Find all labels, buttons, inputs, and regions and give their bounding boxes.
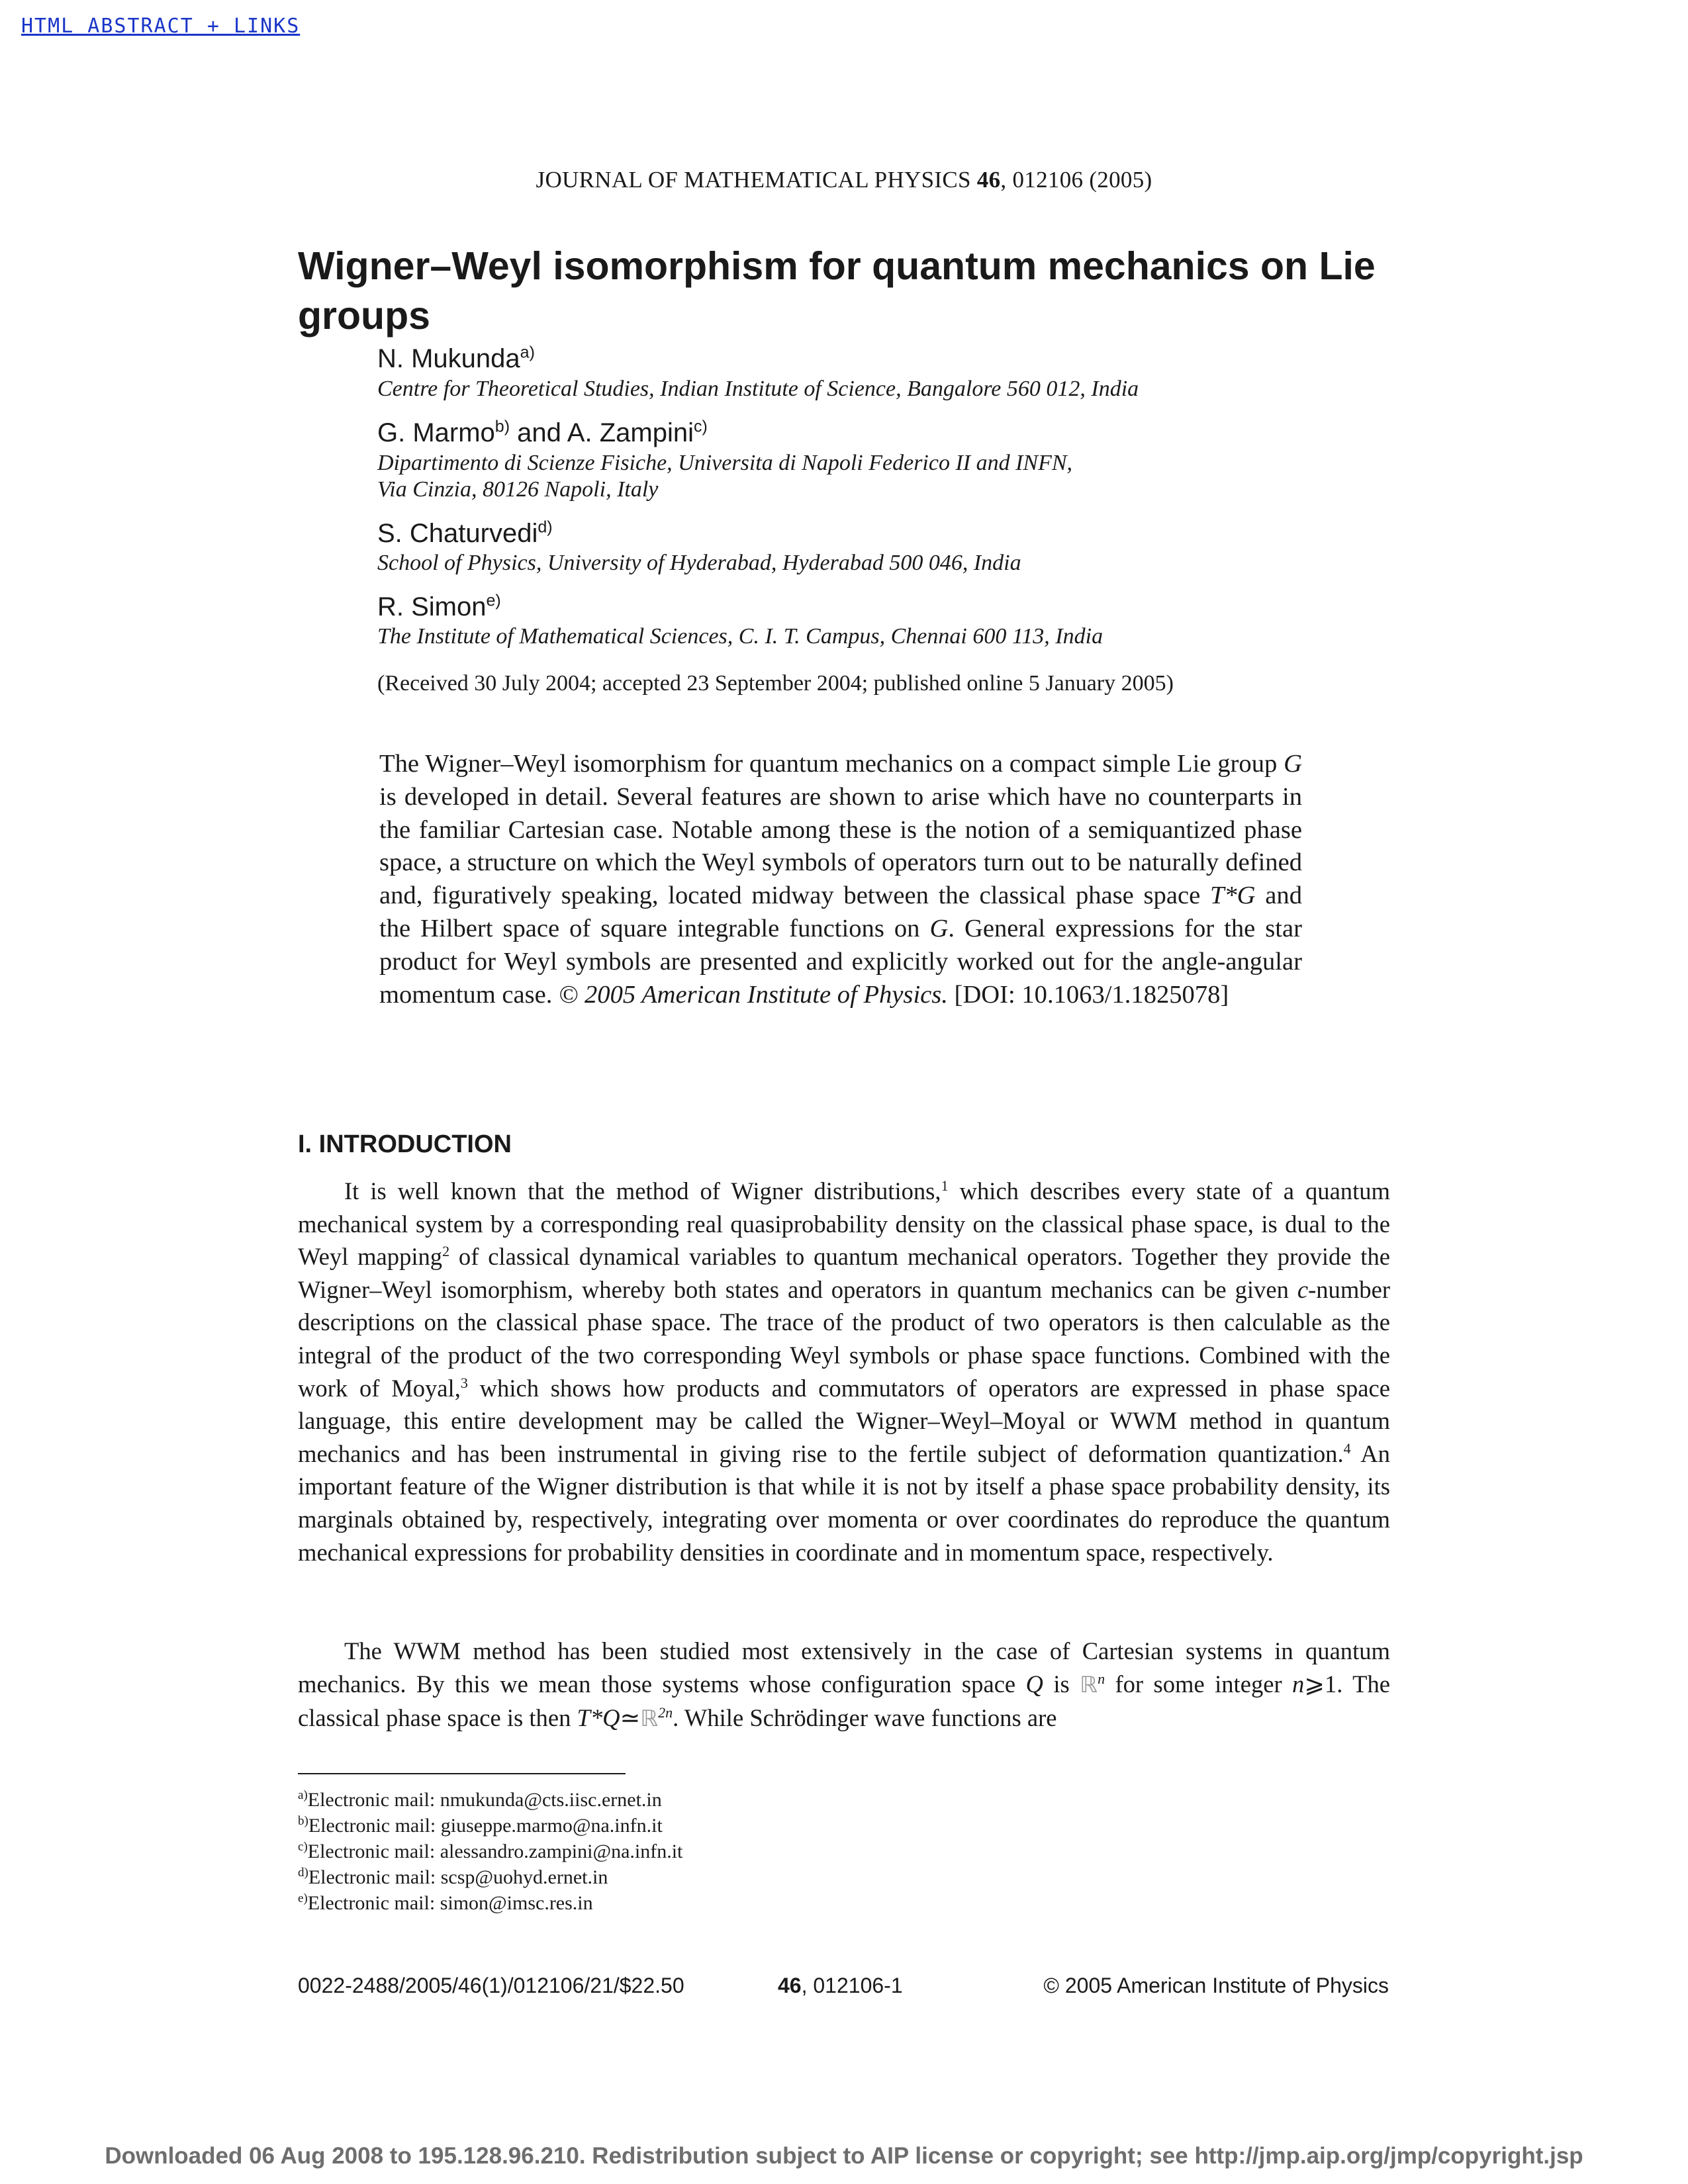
footnote-text: Electronic mail: scsp@uohyd.ernet.in bbox=[308, 1866, 608, 1888]
received-dates: (Received 30 July 2004; accepted 23 September 2004; published online 5 January 2005) bbox=[377, 671, 1174, 696]
author-mark: d) bbox=[538, 518, 553, 537]
author-name bbox=[377, 343, 535, 375]
footer-volume: 46 bbox=[778, 1974, 802, 1997]
abstract-text: . General expressions for the star product for Weyl symbols are presented and explicitly worked out for the angle-angular momentum case. bbox=[379, 914, 1302, 1009]
footer-copyright: © 2005 American Institute of Physics bbox=[1043, 1974, 1389, 1997]
footnote bbox=[298, 1864, 608, 1891]
reference-mark: 4 bbox=[1343, 1439, 1351, 1457]
reference-mark: 1 bbox=[941, 1177, 949, 1194]
author-affiliation: School of Physics, University of Hyderabad, Hyderabad 500 046, India bbox=[377, 551, 1021, 575]
footnote-mark: b) bbox=[298, 1814, 308, 1828]
author-name-text: and A. Zampini bbox=[510, 418, 694, 447]
abstract-text: is developed in detail. Several features are shown to arise which have no counterparts in the familiar Cartesian case. Notable among these is the notion of a semiquantized phase space, a structure on which the Weyl symbols of operators turn out to be naturally defined and, figuratively speaking, located midway between the classical phase space bbox=[379, 782, 1302, 910]
author-affiliation: The Institute of Mathematical Sciences, C. I. T. Campus, Chennai 600 113, India bbox=[377, 624, 1103, 649]
footnote-mark: c) bbox=[298, 1840, 308, 1854]
footnote bbox=[298, 1813, 663, 1839]
author-affiliation: Centre for Theoretical Studies, Indian Institute of Science, Bangalore 560 012, India bbox=[377, 377, 1139, 401]
author-name bbox=[377, 518, 553, 549]
footer-page-number: , 012106-1 bbox=[801, 1974, 903, 1997]
body-text: -number descriptions on the classical phase space. The trace of the product of two operators is then calculable as the integral of the product of the two corresponding Weyl symbols or phase space functions. Combined with the work of Moyal, bbox=[298, 1275, 1390, 1402]
author-name-text: R. Simon bbox=[377, 592, 487, 621]
body-paragraph bbox=[298, 1175, 1390, 1569]
body-text: It is well known that the method of Wigner distributions, bbox=[344, 1177, 941, 1205]
body-text: ≃ bbox=[620, 1704, 641, 1732]
math-symbol: Q bbox=[1025, 1670, 1043, 1698]
abstract bbox=[379, 748, 1302, 1011]
author-name bbox=[377, 417, 708, 449]
math-symbol: T*G bbox=[1209, 882, 1256, 910]
author-mark: a) bbox=[520, 343, 535, 362]
author-name bbox=[377, 591, 501, 623]
section-heading: I. INTRODUCTION bbox=[298, 1130, 512, 1158]
math-symbol: ℝ bbox=[1080, 1671, 1098, 1698]
abstract-copyright: © 2005 American Institute of Physics. bbox=[559, 980, 948, 1009]
journal-header bbox=[0, 167, 1688, 193]
journal-volume: 46 bbox=[976, 167, 1001, 193]
math-symbol: c bbox=[1297, 1275, 1309, 1303]
footer-code: 0022-2488/2005/46(1)/012106/21/$22.50 bbox=[298, 1974, 684, 1997]
math-symbol: G bbox=[1284, 750, 1302, 778]
author-name-text: S. Chaturvedi bbox=[377, 519, 538, 548]
math-symbol: n bbox=[1098, 1670, 1105, 1687]
footnote-mark: e) bbox=[298, 1891, 308, 1905]
math-symbol: n bbox=[1292, 1670, 1305, 1698]
body-text: is bbox=[1043, 1670, 1080, 1698]
author-affiliation: Via Cinzia, 80126 Napoli, Italy bbox=[377, 477, 659, 502]
author-mark: b) bbox=[494, 417, 510, 436]
footer-page bbox=[778, 1974, 903, 1998]
math-symbol: T*Q bbox=[577, 1704, 620, 1732]
math-symbol: G bbox=[929, 914, 949, 942]
abstract-text: and the Hilbert space of square integrable functions on bbox=[379, 882, 1302, 942]
footnote-text: Electronic mail: alessandro.zampini@na.infn.it bbox=[307, 1841, 683, 1862]
reference-mark: 3 bbox=[460, 1374, 468, 1391]
footnote bbox=[298, 1839, 682, 1865]
body-text: which describes every state of a quantum mechanical system by a corresponding real quasiprobability density on the classical phase space, is dual to the Weyl mapping bbox=[298, 1177, 1390, 1271]
paper-title: Wigner–Weyl isomorphism for quantum mechanics on Lie groups bbox=[298, 244, 1376, 338]
body-text: of classical dynamical variables to quantum mechanical operators. Together they provide the Wigner–Weyl isomorphism, whereby both states and operators in quantum mechanics can be given bbox=[298, 1243, 1390, 1303]
author-mark: c) bbox=[693, 417, 708, 436]
body-paragraph bbox=[298, 1635, 1390, 1736]
author-name-text: G. Marmo bbox=[377, 418, 495, 447]
author-name-text: N. Mukunda bbox=[377, 344, 520, 373]
footnote-text: Electronic mail: nmukunda@cts.iisc.ernet.in bbox=[307, 1789, 662, 1811]
footnote-text: Electronic mail: giuseppe.marmo@na.infn.it bbox=[308, 1815, 663, 1837]
doi: [DOI: 10.1063/1.1825078] bbox=[947, 980, 1229, 1009]
abstract-text: The Wigner–Weyl isomorphism for quantum mechanics on a compact simple Lie group bbox=[379, 750, 1284, 778]
math-symbol: 2n bbox=[658, 1704, 673, 1721]
footnote bbox=[298, 1787, 662, 1813]
footnote-mark: a) bbox=[298, 1788, 308, 1802]
journal-name: JOURNAL OF MATHEMATICAL PHYSICS bbox=[536, 167, 971, 193]
download-notice: Downloaded 06 Aug 2008 to 195.128.96.210. Redistribution subject to AIP license or copyright; see http://jmp.aip.org/jmp/copyright.jsp bbox=[105, 2143, 1583, 2169]
body-text: The WWM method has been studied most extensively in the case of Cartesian systems in quantum mechanics. By this we mean those systems whose configuration space bbox=[298, 1637, 1390, 1698]
journal-issue: , 012106 (2005) bbox=[1000, 167, 1152, 193]
math-symbol: ℝ bbox=[640, 1706, 659, 1733]
body-text: which shows how products and commutators of operators are expressed in phase space language, this entire development may be called the Wigner–Weyl–Moyal or WWM method in quantum mechanics and has been instrumental in giving rise to the fertile subject of deformation quantization. bbox=[298, 1374, 1391, 1467]
footnote-rule bbox=[298, 1773, 626, 1774]
body-text: ⩾1. The classical phase space is then bbox=[298, 1670, 1391, 1732]
html-abstract-link[interactable]: HTML ABSTRACT + LINKS bbox=[21, 15, 301, 38]
footnote bbox=[298, 1890, 593, 1917]
author-affiliation: Dipartimento di Scienze Fisiche, Universita di Napoli Federico II and INFN, bbox=[377, 451, 1073, 475]
author-mark: e) bbox=[486, 591, 501, 610]
reference-mark: 2 bbox=[442, 1243, 450, 1259]
body-text: . While Schrödinger wave functions are bbox=[673, 1704, 1057, 1732]
body-text: An important feature of the Wigner distribution is that while it is not by itself a phase space probability density, its marginals obtained by, respectively, integrating over momenta or over coordinates do reproduce the quantum mechanical expressions for probability densities in coordinate and in momentum space, respectively. bbox=[298, 1439, 1390, 1566]
footnote-text: Electronic mail: simon@imsc.res.in bbox=[307, 1892, 593, 1914]
body-text: for some integer bbox=[1105, 1670, 1293, 1698]
footnote-mark: d) bbox=[298, 1866, 308, 1880]
